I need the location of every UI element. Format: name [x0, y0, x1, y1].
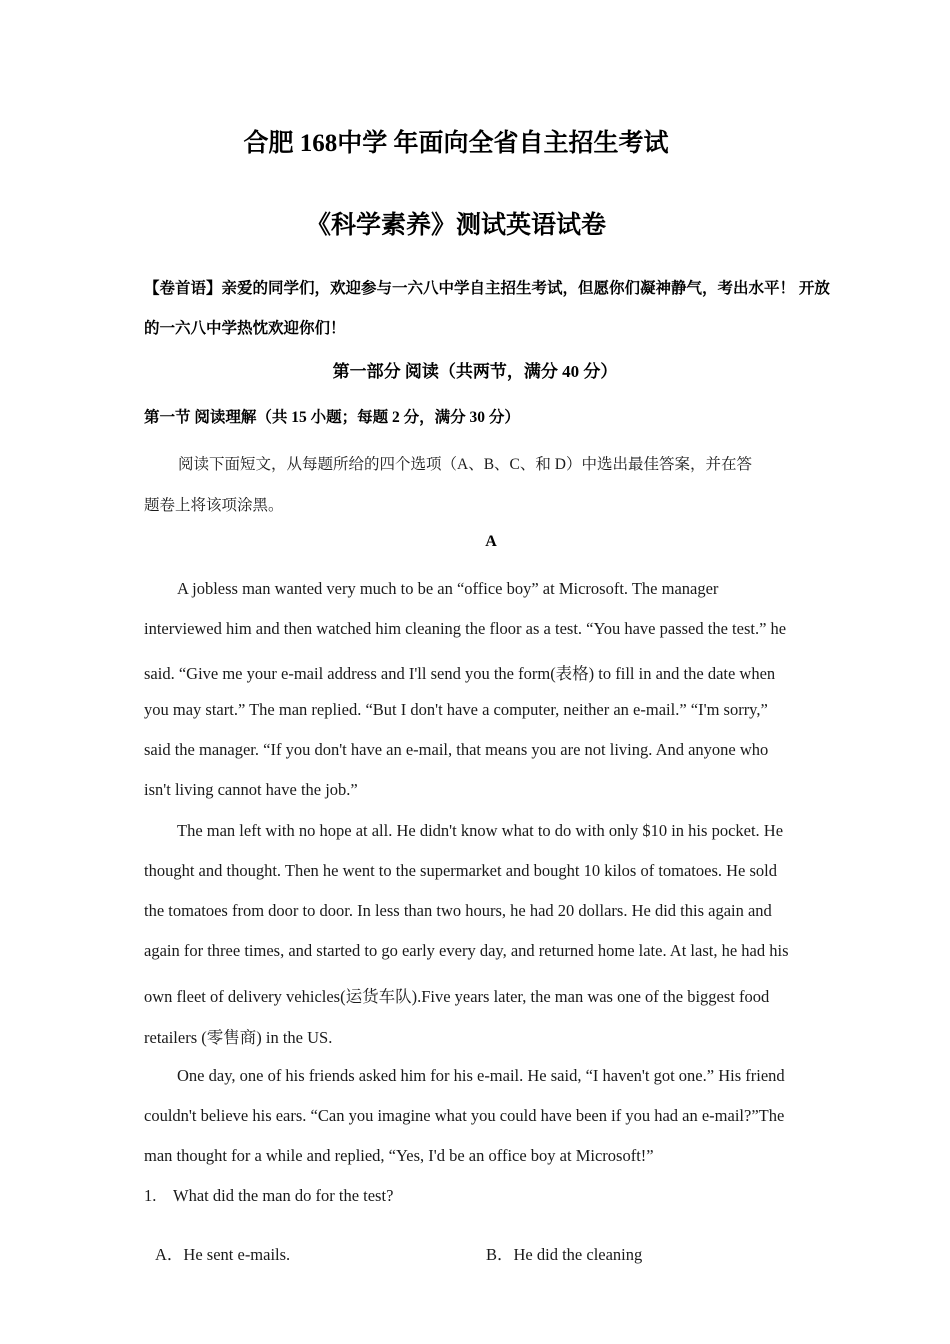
option-text: He sent e-mails. [183, 1245, 291, 1264]
preface-line: 【卷首语】亲爱的同学们，欢迎参与一六八中学自主招生考试，但愿你们凝神静气，考出水平！ 开放 [144, 280, 830, 297]
passage-label: A [485, 533, 497, 550]
instructions-line: 阅读下面短文，从每题所给的四个选项（A、B、C、和 D）中选出最佳答案，并在答 [178, 456, 752, 473]
passage-line: the tomatoes from door to door. In less than two hours, he had 20 dollars. He did this again and [144, 901, 772, 920]
passage-line: isn't living cannot have the job.” [144, 780, 358, 799]
question-number: 1. [144, 1186, 157, 1205]
section-heading: 第一节 阅读理解（共 15 小题；每题 2 分，满分 30 分） [144, 409, 520, 426]
passage-line: you may start.” The man replied. “But I don't have a computer, neither an e-mail.” “I'm sorry,” [144, 700, 768, 719]
option-letter: B． [486, 1245, 514, 1264]
passage-line: couldn't believe his ears. “Can you imagine what you could have been if you had an e-mail?”The [144, 1106, 785, 1125]
passage-line: thought and thought. Then he went to the supermarket and bought 10 kilos of tomatoes. He sold [144, 861, 778, 880]
part-heading: 第一部分 阅读（共两节，满分 40 分） [332, 362, 618, 381]
passage-line: The man left with no hope at all. He didn't know what to do with only $10 in his pocket. He [177, 821, 784, 840]
question-text: What did the man do for the test? [173, 1186, 394, 1205]
option-a [155, 1241, 290, 1265]
passage-line: man thought for a while and replied, “Yes, I'd be an office boy at Microsoft!” [144, 1146, 654, 1165]
passage-line: said. “Give me your e-mail address and I'll send you the form(表格) to fill in and the date when [144, 664, 776, 683]
option-b [486, 1241, 642, 1265]
passage-line: said the manager. “If you don't have an e-mail, that means you are not living. And anyone who [144, 740, 769, 759]
passage-line: interviewed him and then watched him cleaning the floor as a test. “You have passed the test.” he [144, 619, 787, 638]
page-title: 合肥 168中学 年面向全省自主招生考试 [243, 130, 669, 157]
option-text: He did the cleaning [513, 1245, 643, 1264]
option-letter: A． [155, 1245, 184, 1264]
passage-line: retailers (零售商) in the US. [144, 1028, 333, 1047]
passage-line: A jobless man wanted very much to be an “office boy” at Microsoft. The manager [177, 579, 719, 598]
instructions-line: 题卷上将该项涂黑。 [144, 497, 284, 514]
passage-line: One day, one of his friends asked him for his e-mail. He said, “I haven't got one.” His friend [177, 1066, 785, 1085]
passage-line: own fleet of delivery vehicles(运货车队).Five years later, the man was one of the biggest food [144, 987, 770, 1006]
passage-line: again for three times, and started to go early every day, and returned home late. At last, he had his [144, 941, 789, 960]
preface-line: 的一六八中学热忱欢迎你们！ [144, 320, 346, 337]
page-subtitle: 《科学素养》测试英语试卷 [305, 212, 606, 239]
